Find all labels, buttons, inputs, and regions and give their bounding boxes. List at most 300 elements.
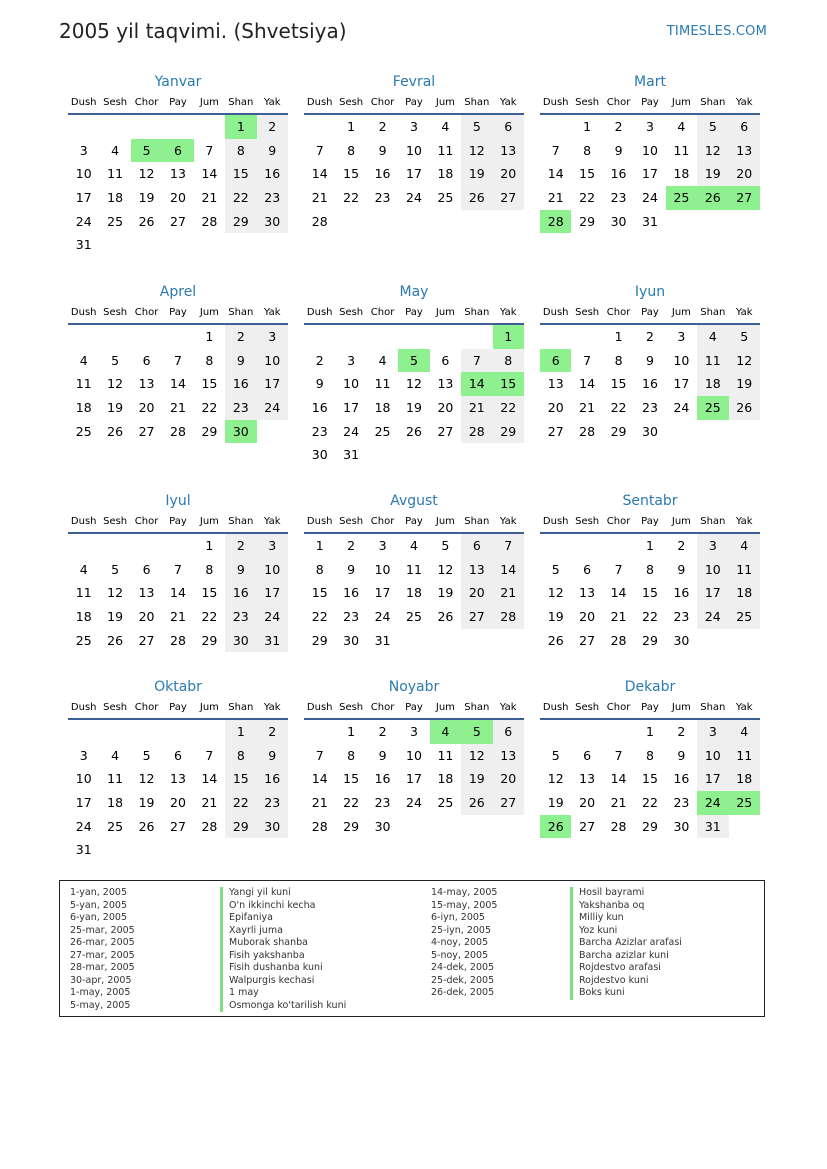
day-cell[interactable]: 2 <box>378 724 387 739</box>
day-cell[interactable]: 15 <box>343 166 360 182</box>
day-cell[interactable]: 21 <box>201 795 218 811</box>
day-cell[interactable]: 18 <box>75 609 92 625</box>
day-cell[interactable]: 15 <box>225 162 256 186</box>
day-cell[interactable]: 21 <box>493 581 524 605</box>
day-cell[interactable]: 27 <box>138 632 155 648</box>
day-cell[interactable]: 27 <box>138 423 155 439</box>
day-cell[interactable]: 11 <box>107 771 124 787</box>
day-cell[interactable]: 29 <box>579 213 596 229</box>
day-cell[interactable]: 25 <box>75 423 92 439</box>
day-cell[interactable]: 9 <box>677 747 686 763</box>
day-cell[interactable]: 19 <box>729 372 760 396</box>
day-cell[interactable]: 29 <box>493 420 524 444</box>
day-cell[interactable]: 8 <box>205 561 214 577</box>
day-cell[interactable]: 7 <box>174 561 182 577</box>
day-cell[interactable]: 30 <box>642 423 658 439</box>
day-cell[interactable]: 30 <box>673 632 690 648</box>
day-cell[interactable]: 6 <box>583 561 592 577</box>
day-cell[interactable]: 25 <box>107 213 124 229</box>
day-cell[interactable]: 7 <box>205 747 214 763</box>
day-cell[interactable]: 10 <box>697 558 728 582</box>
day-cell[interactable]: 23 <box>374 190 391 206</box>
day-cell[interactable]: 20 <box>493 162 524 186</box>
holiday-day-cell[interactable]: 5 <box>131 139 162 163</box>
day-cell[interactable]: 16 <box>257 767 288 791</box>
day-cell[interactable]: 28 <box>579 423 596 439</box>
day-cell[interactable]: 24 <box>642 190 658 206</box>
day-cell[interactable]: 13 <box>493 139 524 163</box>
day-cell[interactable]: 28 <box>493 605 524 629</box>
day-cell[interactable]: 28 <box>201 818 218 834</box>
day-cell[interactable]: 26 <box>437 609 454 625</box>
day-cell[interactable]: 16 <box>673 585 690 601</box>
day-cell[interactable]: 17 <box>673 376 690 392</box>
day-cell[interactable]: 9 <box>257 139 288 163</box>
day-cell[interactable]: 21 <box>547 190 564 206</box>
day-cell[interactable]: 31 <box>697 815 728 839</box>
day-cell[interactable]: 10 <box>697 744 728 768</box>
day-cell[interactable]: 26 <box>107 423 124 439</box>
day-cell[interactable]: 13 <box>579 771 596 787</box>
day-cell[interactable]: 2 <box>225 325 256 349</box>
day-cell[interactable]: 28 <box>461 420 492 444</box>
day-cell[interactable]: 19 <box>406 400 422 416</box>
day-cell[interactable]: 4 <box>79 561 88 577</box>
day-cell[interactable]: 29 <box>343 818 360 834</box>
day-cell[interactable]: 11 <box>75 376 92 392</box>
day-cell[interactable]: 23 <box>257 186 288 210</box>
day-cell[interactable]: 8 <box>315 561 324 577</box>
day-cell[interactable]: 8 <box>225 744 256 768</box>
day-cell[interactable]: 3 <box>79 142 88 158</box>
day-cell[interactable]: 7 <box>205 142 214 158</box>
holiday-day-cell[interactable]: 15 <box>493 372 524 396</box>
day-cell[interactable]: 1 <box>347 119 356 134</box>
day-cell[interactable]: 8 <box>646 561 654 577</box>
day-cell[interactable]: 14 <box>579 376 596 392</box>
day-cell[interactable]: 27 <box>170 213 186 229</box>
day-cell[interactable]: 22 <box>225 186 256 210</box>
day-cell[interactable]: 17 <box>697 767 728 791</box>
day-cell[interactable]: 21 <box>170 609 186 625</box>
day-cell[interactable]: 1 <box>225 720 256 744</box>
day-cell[interactable]: 14 <box>610 771 627 787</box>
day-cell[interactable]: 11 <box>437 747 454 763</box>
day-cell[interactable]: 18 <box>437 166 454 182</box>
day-cell[interactable]: 17 <box>697 581 728 605</box>
day-cell[interactable]: 4 <box>111 142 120 158</box>
day-cell[interactable]: 26 <box>461 186 492 210</box>
day-cell[interactable]: 10 <box>257 349 288 373</box>
day-cell[interactable]: 3 <box>677 329 686 344</box>
day-cell[interactable]: 20 <box>437 400 454 416</box>
day-cell[interactable]: 14 <box>201 771 218 787</box>
day-cell[interactable]: 23 <box>225 396 256 420</box>
day-cell[interactable]: 2 <box>257 720 288 744</box>
holiday-day-cell[interactable]: 1 <box>493 325 524 349</box>
day-cell[interactable]: 30 <box>673 818 690 834</box>
day-cell[interactable]: 3 <box>646 119 654 134</box>
day-cell[interactable]: 10 <box>406 142 422 158</box>
day-cell[interactable]: 8 <box>347 747 356 763</box>
day-cell[interactable]: 12 <box>729 349 760 373</box>
day-cell[interactable]: 1 <box>205 538 214 553</box>
day-cell[interactable]: 29 <box>201 423 218 439</box>
day-cell[interactable]: 22 <box>642 609 658 625</box>
day-cell[interactable]: 8 <box>614 352 623 368</box>
day-cell[interactable]: 10 <box>642 142 658 158</box>
day-cell[interactable]: 11 <box>75 585 92 601</box>
day-cell[interactable]: 15 <box>201 376 218 392</box>
day-cell[interactable]: 14 <box>311 771 328 787</box>
day-cell[interactable]: 30 <box>257 815 288 839</box>
day-cell[interactable]: 11 <box>107 166 124 182</box>
day-cell[interactable]: 2 <box>677 538 686 553</box>
day-cell[interactable]: 24 <box>75 213 92 229</box>
day-cell[interactable]: 22 <box>610 400 627 416</box>
day-cell[interactable]: 13 <box>493 744 524 768</box>
day-cell[interactable]: 5 <box>551 747 560 763</box>
day-cell[interactable]: 17 <box>75 190 92 206</box>
day-cell[interactable]: 20 <box>170 795 186 811</box>
day-cell[interactable]: 8 <box>493 349 524 373</box>
day-cell[interactable]: 20 <box>579 795 596 811</box>
day-cell[interactable]: 29 <box>610 423 627 439</box>
day-cell[interactable]: 18 <box>729 767 760 791</box>
day-cell[interactable]: 11 <box>406 561 422 577</box>
day-cell[interactable]: 14 <box>547 166 564 182</box>
day-cell[interactable]: 2 <box>315 352 324 368</box>
day-cell[interactable]: 18 <box>374 400 391 416</box>
day-cell[interactable]: 24 <box>406 190 422 206</box>
brand-link[interactable]: TIMESLES.COM <box>666 24 767 39</box>
day-cell[interactable]: 20 <box>729 162 760 186</box>
day-cell[interactable]: 10 <box>406 747 422 763</box>
holiday-day-cell[interactable]: 27 <box>729 186 760 210</box>
day-cell[interactable]: 31 <box>642 213 658 229</box>
day-cell[interactable]: 25 <box>729 605 760 629</box>
day-cell[interactable]: 11 <box>697 349 728 373</box>
holiday-day-cell[interactable]: 28 <box>540 210 571 234</box>
day-cell[interactable]: 9 <box>378 747 387 763</box>
day-cell[interactable]: 4 <box>410 538 418 553</box>
day-cell[interactable]: 1 <box>614 329 623 344</box>
day-cell[interactable]: 15 <box>610 376 627 392</box>
day-cell[interactable]: 7 <box>583 352 592 368</box>
holiday-day-cell[interactable]: 26 <box>697 186 728 210</box>
day-cell[interactable]: 31 <box>374 632 391 648</box>
day-cell[interactable]: 27 <box>493 791 524 815</box>
day-cell[interactable]: 19 <box>138 190 155 206</box>
day-cell[interactable]: 13 <box>437 376 454 392</box>
day-cell[interactable]: 18 <box>107 795 124 811</box>
day-cell[interactable]: 6 <box>493 720 524 744</box>
day-cell[interactable]: 24 <box>673 400 690 416</box>
day-cell[interactable]: 26 <box>107 632 124 648</box>
day-cell[interactable]: 9 <box>225 558 256 582</box>
day-cell[interactable]: 17 <box>343 400 360 416</box>
day-cell[interactable]: 16 <box>610 166 627 182</box>
day-cell[interactable]: 11 <box>673 142 690 158</box>
day-cell[interactable]: 2 <box>614 119 623 134</box>
day-cell[interactable]: 3 <box>697 534 728 558</box>
day-cell[interactable]: 21 <box>311 795 328 811</box>
day-cell[interactable]: 28 <box>610 818 627 834</box>
day-cell[interactable]: 9 <box>347 561 356 577</box>
day-cell[interactable]: 1 <box>646 724 654 739</box>
day-cell[interactable]: 8 <box>225 139 256 163</box>
day-cell[interactable]: 5 <box>697 115 728 139</box>
day-cell[interactable]: 17 <box>642 166 658 182</box>
day-cell[interactable]: 17 <box>75 795 92 811</box>
day-cell[interactable]: 5 <box>111 352 120 368</box>
day-cell[interactable]: 5 <box>441 538 450 553</box>
day-cell[interactable]: 18 <box>437 771 454 787</box>
day-cell[interactable]: 3 <box>257 325 288 349</box>
day-cell[interactable]: 23 <box>257 791 288 815</box>
day-cell[interactable]: 19 <box>547 795 564 811</box>
day-cell[interactable]: 26 <box>406 423 422 439</box>
day-cell[interactable]: 18 <box>406 585 422 601</box>
day-cell[interactable]: 15 <box>642 771 658 787</box>
holiday-day-cell[interactable]: 25 <box>666 186 697 210</box>
day-cell[interactable]: 6 <box>583 747 592 763</box>
holiday-day-cell[interactable]: 4 <box>430 720 461 744</box>
day-cell[interactable]: 16 <box>225 581 256 605</box>
day-cell[interactable]: 4 <box>111 747 120 763</box>
day-cell[interactable]: 10 <box>257 558 288 582</box>
day-cell[interactable]: 26 <box>461 791 492 815</box>
day-cell[interactable]: 28 <box>170 632 186 648</box>
day-cell[interactable]: 12 <box>697 139 728 163</box>
day-cell[interactable]: 31 <box>75 237 92 253</box>
day-cell[interactable]: 28 <box>610 632 627 648</box>
day-cell[interactable]: 28 <box>201 213 218 229</box>
day-cell[interactable]: 16 <box>311 400 328 416</box>
day-cell[interactable]: 18 <box>697 372 728 396</box>
day-cell[interactable]: 19 <box>461 162 492 186</box>
day-cell[interactable]: 7 <box>551 142 560 158</box>
day-cell[interactable]: 30 <box>311 447 328 463</box>
day-cell[interactable]: 24 <box>75 818 92 834</box>
day-cell[interactable]: 2 <box>225 534 256 558</box>
day-cell[interactable]: 12 <box>406 376 422 392</box>
day-cell[interactable]: 9 <box>614 142 623 158</box>
day-cell[interactable]: 29 <box>201 632 218 648</box>
day-cell[interactable]: 27 <box>579 818 596 834</box>
day-cell[interactable]: 6 <box>729 115 760 139</box>
day-cell[interactable]: 23 <box>610 190 627 206</box>
day-cell[interactable]: 24 <box>343 423 360 439</box>
day-cell[interactable]: 24 <box>257 605 288 629</box>
day-cell[interactable]: 3 <box>410 724 418 739</box>
day-cell[interactable]: 28 <box>170 423 186 439</box>
day-cell[interactable]: 15 <box>225 767 256 791</box>
day-cell[interactable]: 30 <box>257 210 288 234</box>
day-cell[interactable]: 4 <box>378 352 387 368</box>
day-cell[interactable]: 18 <box>75 400 92 416</box>
day-cell[interactable]: 20 <box>138 400 155 416</box>
day-cell[interactable]: 27 <box>170 818 186 834</box>
day-cell[interactable]: 23 <box>374 795 391 811</box>
day-cell[interactable]: 1 <box>205 329 214 344</box>
day-cell[interactable]: 13 <box>170 166 186 182</box>
day-cell[interactable]: 7 <box>614 561 623 577</box>
day-cell[interactable]: 23 <box>225 605 256 629</box>
day-cell[interactable]: 23 <box>673 609 690 625</box>
day-cell[interactable]: 7 <box>461 349 492 373</box>
day-cell[interactable]: 6 <box>142 561 151 577</box>
day-cell[interactable]: 12 <box>138 771 155 787</box>
day-cell[interactable]: 10 <box>75 166 92 182</box>
day-cell[interactable]: 12 <box>107 585 124 601</box>
day-cell[interactable]: 24 <box>697 605 728 629</box>
day-cell[interactable]: 9 <box>378 142 387 158</box>
day-cell[interactable]: 12 <box>547 585 564 601</box>
day-cell[interactable]: 10 <box>343 376 360 392</box>
day-cell[interactable]: 23 <box>642 400 658 416</box>
day-cell[interactable]: 17 <box>406 166 422 182</box>
day-cell[interactable]: 30 <box>374 818 391 834</box>
holiday-day-cell[interactable]: 1 <box>225 115 256 139</box>
day-cell[interactable]: 22 <box>201 400 218 416</box>
day-cell[interactable]: 5 <box>142 747 151 763</box>
day-cell[interactable]: 17 <box>406 771 422 787</box>
day-cell[interactable]: 18 <box>729 581 760 605</box>
day-cell[interactable]: 17 <box>374 585 391 601</box>
day-cell[interactable]: 3 <box>378 538 387 553</box>
day-cell[interactable]: 5 <box>551 561 560 577</box>
day-cell[interactable]: 12 <box>461 139 492 163</box>
day-cell[interactable]: 7 <box>614 747 623 763</box>
day-cell[interactable]: 20 <box>493 767 524 791</box>
day-cell[interactable]: 14 <box>493 558 524 582</box>
day-cell[interactable]: 7 <box>174 352 182 368</box>
day-cell[interactable]: 22 <box>343 190 360 206</box>
day-cell[interactable]: 13 <box>138 585 155 601</box>
day-cell[interactable]: 8 <box>205 352 214 368</box>
day-cell[interactable]: 29 <box>225 210 256 234</box>
day-cell[interactable]: 15 <box>311 585 328 601</box>
day-cell[interactable]: 11 <box>729 558 760 582</box>
day-cell[interactable]: 25 <box>75 632 92 648</box>
day-cell[interactable]: 30 <box>343 632 360 648</box>
holiday-day-cell[interactable]: 5 <box>398 349 429 373</box>
day-cell[interactable]: 1 <box>646 538 654 553</box>
day-cell[interactable]: 7 <box>493 534 524 558</box>
day-cell[interactable]: 5 <box>461 115 492 139</box>
day-cell[interactable]: 26 <box>547 632 564 648</box>
day-cell[interactable]: 21 <box>461 396 492 420</box>
day-cell[interactable]: 3 <box>257 534 288 558</box>
day-cell[interactable]: 4 <box>697 325 728 349</box>
day-cell[interactable]: 2 <box>646 329 654 344</box>
day-cell[interactable]: 22 <box>493 396 524 420</box>
day-cell[interactable]: 9 <box>257 744 288 768</box>
day-cell[interactable]: 7 <box>315 747 324 763</box>
day-cell[interactable]: 1 <box>583 119 592 134</box>
day-cell[interactable]: 6 <box>174 747 182 763</box>
day-cell[interactable]: 5 <box>729 325 760 349</box>
day-cell[interactable]: 19 <box>547 609 564 625</box>
day-cell[interactable]: 16 <box>374 166 391 182</box>
day-cell[interactable]: 16 <box>343 585 360 601</box>
day-cell[interactable]: 25 <box>107 818 124 834</box>
day-cell[interactable]: 17 <box>257 581 288 605</box>
day-cell[interactable]: 4 <box>677 119 686 134</box>
day-cell[interactable]: 4 <box>79 352 88 368</box>
day-cell[interactable]: 9 <box>677 561 686 577</box>
day-cell[interactable]: 21 <box>201 190 218 206</box>
holiday-day-cell[interactable]: 24 <box>697 791 728 815</box>
day-cell[interactable]: 26 <box>138 213 155 229</box>
day-cell[interactable]: 16 <box>374 771 391 787</box>
day-cell[interactable]: 13 <box>138 376 155 392</box>
day-cell[interactable]: 14 <box>170 376 186 392</box>
day-cell[interactable]: 20 <box>138 609 155 625</box>
day-cell[interactable]: 29 <box>225 815 256 839</box>
holiday-day-cell[interactable]: 25 <box>697 396 728 420</box>
day-cell[interactable]: 13 <box>461 558 492 582</box>
day-cell[interactable]: 2 <box>257 115 288 139</box>
day-cell[interactable]: 26 <box>729 396 760 420</box>
day-cell[interactable]: 20 <box>579 609 596 625</box>
day-cell[interactable]: 25 <box>437 795 454 811</box>
day-cell[interactable]: 22 <box>579 190 596 206</box>
day-cell[interactable]: 31 <box>257 629 288 653</box>
holiday-day-cell[interactable]: 14 <box>461 372 492 396</box>
day-cell[interactable]: 4 <box>729 534 760 558</box>
day-cell[interactable]: 9 <box>646 352 654 368</box>
day-cell[interactable]: 4 <box>729 720 760 744</box>
day-cell[interactable]: 11 <box>437 142 454 158</box>
day-cell[interactable]: 22 <box>201 609 218 625</box>
day-cell[interactable]: 3 <box>410 119 418 134</box>
day-cell[interactable]: 21 <box>610 609 627 625</box>
day-cell[interactable]: 20 <box>170 190 186 206</box>
day-cell[interactable]: 3 <box>347 352 356 368</box>
day-cell[interactable]: 11 <box>374 376 391 392</box>
day-cell[interactable]: 12 <box>107 376 124 392</box>
day-cell[interactable]: 28 <box>311 213 328 229</box>
day-cell[interactable]: 2 <box>347 538 356 553</box>
day-cell[interactable]: 22 <box>642 795 658 811</box>
day-cell[interactable]: 30 <box>225 629 256 653</box>
day-cell[interactable]: 15 <box>579 166 596 182</box>
day-cell[interactable]: 24 <box>374 609 391 625</box>
day-cell[interactable]: 6 <box>461 534 492 558</box>
day-cell[interactable]: 18 <box>673 166 690 182</box>
day-cell[interactable]: 29 <box>642 818 658 834</box>
day-cell[interactable]: 21 <box>311 190 328 206</box>
holiday-day-cell[interactable]: 6 <box>540 349 571 373</box>
day-cell[interactable]: 3 <box>79 747 88 763</box>
day-cell[interactable]: 24 <box>406 795 422 811</box>
day-cell[interactable]: 15 <box>642 585 658 601</box>
day-cell[interactable]: 14 <box>170 585 186 601</box>
day-cell[interactable]: 5 <box>111 561 120 577</box>
day-cell[interactable]: 20 <box>547 400 564 416</box>
day-cell[interactable]: 15 <box>343 771 360 787</box>
day-cell[interactable]: 19 <box>107 400 124 416</box>
day-cell[interactable]: 8 <box>646 747 654 763</box>
day-cell[interactable]: 19 <box>697 162 728 186</box>
day-cell[interactable]: 11 <box>729 744 760 768</box>
day-cell[interactable]: 30 <box>610 213 627 229</box>
day-cell[interactable]: 14 <box>311 166 328 182</box>
day-cell[interactable]: 10 <box>673 352 690 368</box>
holiday-day-cell[interactable]: 26 <box>540 815 571 839</box>
